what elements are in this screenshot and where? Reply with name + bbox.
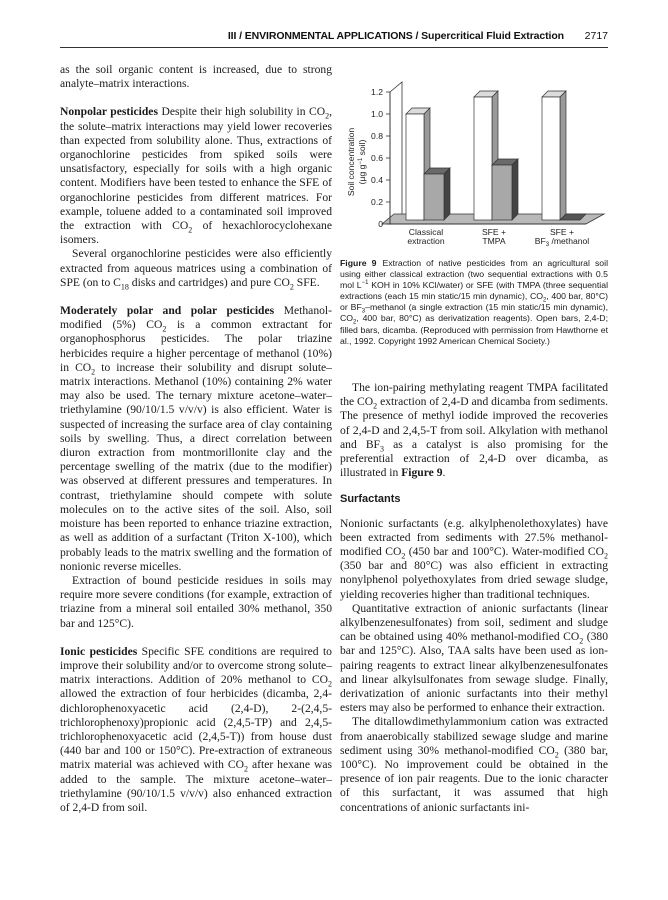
bar-chart-svg xyxy=(340,52,608,252)
x-label-tmpa-2: TMPA xyxy=(482,236,506,246)
paragraph-ionic: Ionic pesticides Specific SFE conditions are required to improve their solubility and/or to overcome strong solute–matrix interactions. Addition of 20% methanol to $CO_2$ allowed the extraction of four herbicides (dicamba, 2,4-dichlorophenoxyacetic acid (2,4-D), 2-(2,4,5-trichlorophenoxy)propionic acid (2,4,5-TP) and 2,4,5-trichlorophenoxyacetic acid (2,4,5-T)) from house dust (440 bar and 100 or 150°C). Pre-extraction of extraneous matrix material was achieved with $CO_2$ after hexane was added to the sample. The mixture acetone–water–triethylamine (90/10/1.5 v/v/v) also enhanced extraction of 2,4-D from soil. xyxy=(60,644,332,814)
running-title: III / ENVIRONMENTAL APPLICATIONS / Supercritical Fluid Extraction xyxy=(227,30,564,42)
bar-group-bf3 xyxy=(542,91,586,220)
bar-dicamba-tmpa xyxy=(492,165,512,220)
x-label-tmpa-1: SFE + xyxy=(481,227,507,237)
chart-back-wall xyxy=(390,82,402,224)
svg-text:(µg g−1 soil): (µg $g^{-1}$ soil) xyxy=(357,139,367,185)
y-tick-label: 0.2 xyxy=(371,197,383,207)
svg-text:Soil concentration: Soil concentration xyxy=(346,127,356,197)
y-tick-label: 1.2 xyxy=(371,87,383,97)
left-column xyxy=(60,63,332,815)
bar-group-classical xyxy=(406,108,450,220)
paragraph-bound-residues: Extraction of bound pesticide residues in soils may require more severe conditions (for example, extraction of triazine from a mineral soil entailed 30% methanol, 350 bar and 125°C). xyxy=(60,573,332,630)
bar-group-tmpa xyxy=(474,91,518,220)
run-in-heading-nonpolar: Nonpolar pesticides xyxy=(60,105,158,119)
section-heading-surfactants: Surfactants xyxy=(340,493,401,506)
figure-9-reference-link[interactable]: Figure 9 xyxy=(401,466,443,480)
right-column xyxy=(340,381,608,815)
running-header xyxy=(60,29,608,48)
x-category-labels xyxy=(407,227,589,248)
run-in-heading-polar: Moderately polar and polar pesticides xyxy=(60,304,275,318)
y-tick-label: 0 xyxy=(378,219,383,229)
page-number: 2717 xyxy=(584,30,608,42)
paragraph-anionic: Quantitative extraction of anionic surfactants (linear alkylbenzenesulfonates) from soil, sediment and sludge can be obtained using 40% methanol-modified $CO_2$ (380 bar and 125°C). Also, TAA salts have been used as ion-pairing reagents to extract linear alkylbenzenesulfonates and linear alkylsulfonates from sewage sludge. Finally, derivatization of anionic surfactants into their methyl esters may also be performed to enhance their extraction. xyxy=(340,601,608,715)
figure-9-caption: Figure 9 Extraction of native pesticides from an agricultural soil using either classical extraction (two sequential extractions with 0.5 mol $L^{-1}$ KOH in 10% KCl/water) or SFE (with TMPA (three sequential extractions (each 15 min static/15 min dynamic), $CO_2$, 400 bar, 80°C) or $BF_3$–methanol (a single extraction (15 min static/15 min dynamic), $CO_2$, 400 bar, 80°C) as derivatization reagents). Open bars, 2,4-D; filled bars, dicamba. (Reproduced with permission from Hawthorne et al., 1992. Copyright 1992 American Chemical Society.) xyxy=(340,258,609,346)
y-tick-label: 0.8 xyxy=(371,131,383,141)
bar-24d-bf3 xyxy=(542,97,560,220)
x-label-classical-2: extraction xyxy=(407,236,445,246)
bar-24d-tmpa xyxy=(474,97,492,220)
paragraph-cation: The ditallowdimethylammonium cation was extracted from anaerobically stabilized sewage sludge and marine sediment using 30% methanol-modified $CO_2$ (380 bar, 100°C). No improvement could be obtained in the presence of ion pair reagents. Due to the ionic character of this surfactant, it was assumed that high concentrations of anionic surfactants ini- xyxy=(340,715,608,814)
y-tick-label: 0.6 xyxy=(371,153,383,163)
run-in-heading-ionic: Ionic pesticides xyxy=(60,644,138,658)
paragraph-organochlorine: Several organochlorine pesticides were also efficiently extracted from aqueous matrices using a combination of SPE (on to $C_{18}$ disks and cartridges) and pure $CO_2$ SFE. xyxy=(60,247,332,292)
x-label-bf3-2: $BF_3$ /methanol xyxy=(534,236,590,248)
figure-label: Figure 9 xyxy=(340,258,377,268)
bar-dicamba-classical xyxy=(424,174,444,220)
bar-24d-classical xyxy=(406,114,424,220)
paragraph-continued: as the soil organic content is increased, due to strong analyte–matrix interactions. xyxy=(60,63,332,91)
x-label-classical-1: Classical xyxy=(408,227,444,237)
paragraph-nonpolar: Nonpolar pesticides Despite their high solubility in $CO_2$, the solute–matrix interactions may yield lower recoveries than expected from solubility alone. Thus, extractions of organochlorine pesticides from spiked soils were unsatisfactory, especially for soils with a high organic content. Modifiers have been tested to enhance the SFE of organochlorine pesticides from different matrices. For example, toluene added to a contaminated soil improved the extraction with $CO_2$ of hexachlorocyclohexane isomers. xyxy=(60,105,333,247)
paragraph-tmpa: The ion-pairing methylating reagent TMPA facilitated the $CO_2$ extraction of 2,4-D and dicamba from sediments. The presence of methyl iodide improved the recoveries of 2,4-D and 2,4,5-T from soil. Alkylation with methanol and $BF_3$ as a catalyst is also promising for the preferential extraction of 2,4-D over dicamba, as illustrated in Figure 9. xyxy=(340,381,609,480)
y-ticks xyxy=(371,87,390,229)
y-tick-label: 0.4 xyxy=(371,175,383,185)
y-axis-label xyxy=(346,128,367,197)
figure-9-chart xyxy=(340,52,608,252)
paragraph-nonionic: Nonionic surfactants (e.g. alkylphenolethoxylates) have been extracted from sediments with 27.5% methanol-modified $CO_2$ (450 bar and 100°C). Water-modified $CO_2$ (350 bar and 80°C) was also efficient in extracting nonylphenol polyethoxylates from dried sewage sludge, yielding recoveries higher than traditional techniques. xyxy=(340,516,608,601)
y-tick-label: 1.0 xyxy=(371,109,383,119)
paragraph-polar: Moderately polar and polar pesticides Methanol-modified (5%) $CO_2$ is a common extractant for organophosphorus pesticides. The polar triazine herbicides require a higher percentage of methanol (10%) in $CO_2$ to increase their solubility and disrupt solute–matrix interactions. Methanol (10%) containing 2% water may also be used. The ternary mixture acetone–water–triethylamine (90/10/1.5 v/v/v) is also efficient. Water is suspected of increasing the surface area of clay containing soils by swelling. Thus, a direct correlation between diuron extraction from montmorillonite clay and the percentage swelling of the matrix (due to the modifier) was observed at different pressures and temperatures. In contrast, triethylamine should compete with solute molecules on to the active sites of the soil. Also, soil moisture has been reported to enhance triazine extraction, as well as addition of a surfactant (Triton X-100), which probably leads to the matrix swelling and the formation of nonionic reverse micelles. xyxy=(60,304,333,573)
x-label-bf3-1: SFE + xyxy=(549,227,575,237)
